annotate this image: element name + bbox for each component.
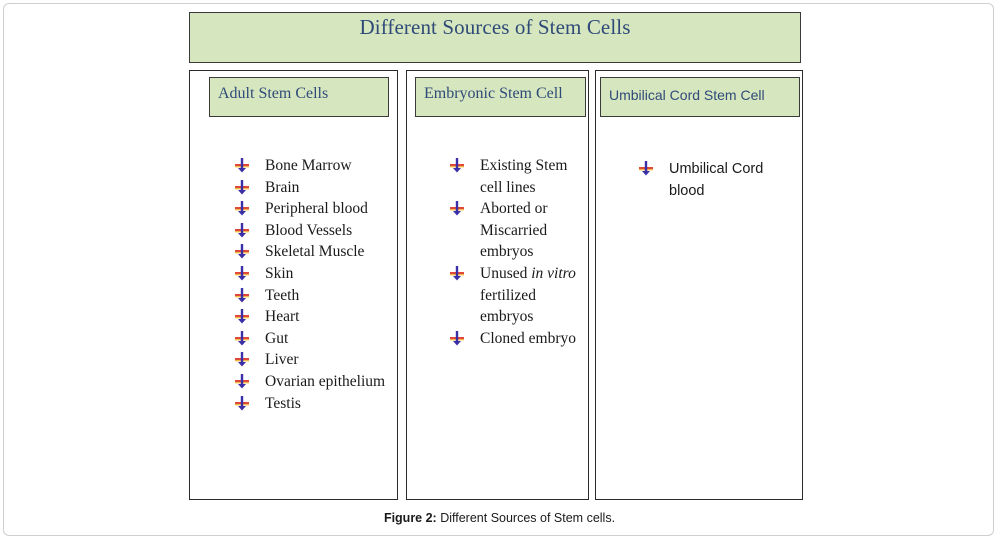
list-item: [233, 241, 393, 263]
list-item: [233, 220, 393, 242]
source-list: [637, 158, 777, 202]
arrow-bullet-icon: [637, 160, 655, 176]
list-item: [233, 349, 393, 371]
column-heading-box: [209, 77, 389, 117]
column-heading-box: [600, 77, 800, 117]
list-item-text: Aborted or Miscarried embryos: [480, 200, 548, 261]
list-item-text: Existing Stem cell lines: [480, 157, 568, 196]
list-item-text: Brain: [265, 178, 300, 196]
list-item-text: Teeth: [265, 286, 300, 304]
column-adult-stem-cells: [189, 70, 398, 500]
list-item: [637, 158, 777, 202]
column-heading: Embryonic Stem Cell: [424, 85, 563, 102]
figure-caption: [0, 511, 999, 525]
arrow-bullet-icon: [233, 373, 251, 389]
diagram-title: Different Sources of Stem Cells: [359, 15, 631, 39]
list-item-text: Testis: [265, 394, 301, 412]
text-fragment: Unused: [480, 264, 532, 282]
caption-label: Figure 2:: [383, 511, 437, 525]
list-item: [448, 328, 586, 350]
list-item-text: Umbilical Cord blood: [669, 161, 764, 199]
text-fragment: fertilized embryos: [480, 286, 536, 326]
italic-term: in vitro: [531, 264, 576, 282]
list-item: [233, 263, 393, 285]
column-umbilical-cord-stem-cell: [595, 70, 803, 500]
list-item: [233, 198, 393, 220]
arrow-bullet-icon: [448, 157, 466, 173]
arrow-bullet-icon: [233, 157, 251, 173]
list-item: [233, 328, 393, 350]
column-heading: Umbilical Cord Stem Cell: [609, 87, 765, 103]
column-embryonic-stem-cell: [406, 70, 589, 500]
list-item-text: Peripheral blood: [265, 200, 368, 218]
list-item-text: Liver: [265, 351, 299, 369]
column-heading-box: [415, 77, 586, 117]
list-item-text: Ovarian epithelium: [265, 372, 386, 390]
list-item: [233, 306, 393, 328]
arrow-bullet-icon: [233, 200, 251, 216]
arrow-bullet-icon: [233, 308, 251, 324]
arrow-bullet-icon: [233, 179, 251, 195]
list-item: [448, 198, 586, 263]
list-item: [448, 263, 586, 328]
list-item: [233, 177, 393, 199]
list-item-text: Skeletal Muscle: [265, 243, 365, 261]
arrow-bullet-icon: [233, 287, 251, 303]
list-item: [233, 285, 393, 307]
list-item-text: Blood Vessels: [265, 221, 353, 239]
list-item-text: [480, 265, 576, 325]
list-item: [233, 393, 393, 415]
arrow-bullet-icon: [233, 265, 251, 281]
arrow-bullet-icon: [233, 243, 251, 259]
arrow-bullet-icon: [448, 200, 466, 216]
arrow-bullet-icon: [448, 265, 466, 281]
arrow-bullet-icon: [233, 395, 251, 411]
list-item-text: Heart: [265, 308, 300, 326]
source-list: [233, 155, 393, 414]
caption-text: Different Sources of Stem cells.: [436, 511, 616, 525]
arrow-bullet-icon: [233, 330, 251, 346]
source-list: [448, 155, 586, 349]
list-item: [233, 155, 393, 177]
column-heading: Adult Stem Cells: [218, 85, 329, 102]
list-item-text: Bone Marrow: [265, 157, 352, 174]
list-item: [233, 371, 393, 393]
list-item-text: Cloned embryo: [480, 329, 576, 347]
arrow-bullet-icon: [448, 330, 466, 346]
list-item: [448, 155, 586, 198]
list-item-text: Gut: [265, 329, 289, 347]
arrow-bullet-icon: [233, 351, 251, 367]
diagram-title-banner: [189, 12, 801, 63]
arrow-bullet-icon: [233, 222, 251, 238]
list-item-text: Skin: [265, 264, 294, 282]
